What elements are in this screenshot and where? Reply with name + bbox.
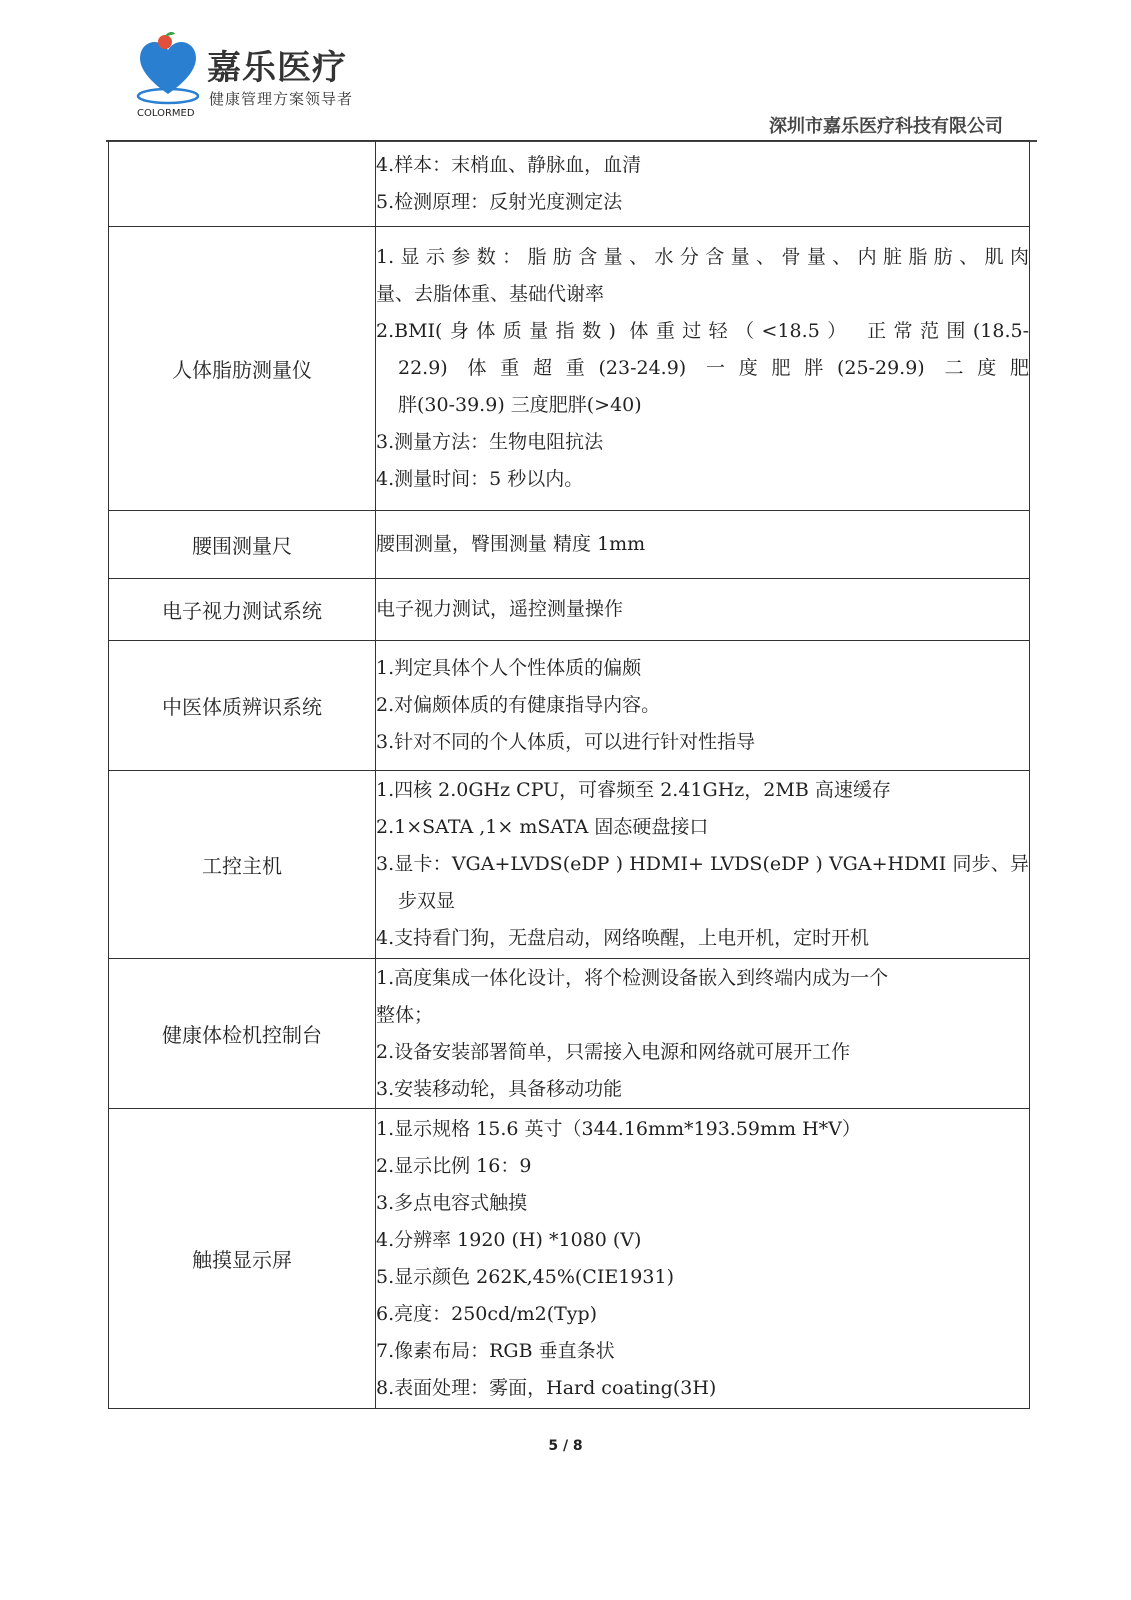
desc-line: 2.设备安装部署简单，只需接入电源和网络就可展开工作 bbox=[376, 1040, 851, 1063]
desc-line: 腰围测量，臀围测量 精度 1mm bbox=[376, 533, 646, 555]
logo-text: COLORMED bbox=[137, 108, 195, 119]
item-name: 人体脂肪测量仪 bbox=[109, 227, 376, 511]
desc-line: 量、去脂体重、基础代谢率 bbox=[376, 283, 605, 305]
desc-line: 1.高度集成一体化设计，将个检测设备嵌入到终端内成为一个 bbox=[376, 966, 889, 989]
company-logo bbox=[135, 30, 375, 125]
item-name: 电子视力测试系统 bbox=[109, 579, 376, 641]
table-row bbox=[109, 1109, 1030, 1409]
table-row bbox=[109, 141, 1030, 227]
desc-line: 3.安装移动轮，具备移动功能 bbox=[376, 1077, 623, 1100]
item-name: 触摸显示屏 bbox=[109, 1109, 376, 1409]
item-description bbox=[376, 579, 1030, 641]
desc-line: 7.像素布局：RGB 垂直条状 bbox=[376, 1339, 615, 1362]
desc-line: 2.BMI(身体质量指数) 体重过轻（<18.5） 正常范围(18.5- bbox=[376, 320, 1029, 342]
desc-line: 2.显示比例 16：9 bbox=[376, 1154, 532, 1177]
item-name bbox=[109, 141, 376, 227]
page-number: 5 / 8 bbox=[548, 1438, 583, 1454]
item-name: 中医体质辨识系统 bbox=[109, 641, 376, 771]
table-row bbox=[109, 227, 1030, 511]
desc-line: 4.测量时间：5 秒以内。 bbox=[376, 468, 584, 490]
item-description bbox=[376, 771, 1030, 959]
desc-line: 胖(30-39.9) 三度肥胖(>40) bbox=[398, 394, 642, 416]
desc-line: 3.测量方法：生物电阻抗法 bbox=[376, 431, 604, 453]
table-row bbox=[109, 959, 1030, 1109]
desc-line: 22.9) 体重超重(23-24.9) 一度肥胖(25-29.9) 二度肥 bbox=[398, 357, 1029, 379]
item-description bbox=[376, 227, 1030, 511]
desc-line: 1.判定具体个人个性体质的偏颇 bbox=[376, 657, 642, 679]
desc-line: 电子视力测试，遥控测量操作 bbox=[376, 598, 624, 620]
table-row bbox=[109, 511, 1030, 579]
table-row bbox=[109, 579, 1030, 641]
desc-line: 4.分辨率 1920 (H) *1080 (V) bbox=[376, 1228, 642, 1251]
item-description bbox=[376, 511, 1030, 579]
brand-name: 嘉乐医疗 bbox=[207, 48, 347, 88]
desc-line: 3.针对不同的个人体质，可以进行针对性指导 bbox=[376, 731, 756, 753]
desc-line: 3.多点电容式触摸 bbox=[376, 1191, 528, 1214]
desc-line: 4.支持看门狗，无盘启动，网络唤醒，上电开机，定时开机 bbox=[376, 927, 870, 949]
desc-line: 步双显 bbox=[398, 890, 456, 912]
item-description bbox=[376, 959, 1030, 1109]
desc-line: 2.1×SATA ,1× mSATA 固态硬盘接口 bbox=[376, 816, 709, 838]
desc-line: 5.检测原理：反射光度测定法 bbox=[376, 190, 623, 213]
item-name: 工控主机 bbox=[109, 771, 376, 959]
item-description bbox=[376, 1109, 1030, 1409]
desc-line: 2.对偏颇体质的有健康指导内容。 bbox=[376, 694, 661, 716]
company-name: 深圳市嘉乐医疗科技有限公司 bbox=[769, 116, 1003, 137]
desc-line: 5.显示颜色 262K,45%(CIE1931) bbox=[376, 1265, 674, 1288]
desc-line: 1.显示参数：脂肪含量、水分含量、骨量、内脏脂肪、肌肉 bbox=[376, 246, 1029, 268]
spec-table bbox=[108, 140, 1030, 1409]
item-name: 腰围测量尺 bbox=[109, 511, 376, 579]
desc-line: 1.四核 2.0GHz CPU，可睿频至 2.41GHz，2MB 高速缓存 bbox=[376, 779, 891, 801]
item-name: 健康体检机控制台 bbox=[109, 959, 376, 1109]
desc-line: 8.表面处理：雾面，Hard coating(3H) bbox=[376, 1376, 717, 1399]
desc-line: 1.显示规格 15.6 英寸（344.16mm*193.59mm H*V） bbox=[376, 1117, 861, 1140]
item-description bbox=[376, 641, 1030, 771]
page-header bbox=[0, 0, 1131, 150]
item-description bbox=[376, 141, 1030, 227]
table-row bbox=[109, 641, 1030, 771]
desc-line: 整体； bbox=[376, 1003, 434, 1026]
table-row bbox=[109, 771, 1030, 959]
desc-line: 4.样本：末梢血、静脉血，血清 bbox=[376, 153, 642, 176]
desc-line: 6.亮度：250cd/m2(Typ) bbox=[376, 1302, 598, 1325]
desc-line: 3.显卡：VGA+LVDS(eDP ) HDMI+ LVDS(eDP ) VGA+HDMI 同步、异 bbox=[376, 853, 1029, 875]
heart-logo-icon bbox=[135, 30, 205, 120]
brand-slogan: 健康管理方案领导者 bbox=[209, 90, 354, 108]
